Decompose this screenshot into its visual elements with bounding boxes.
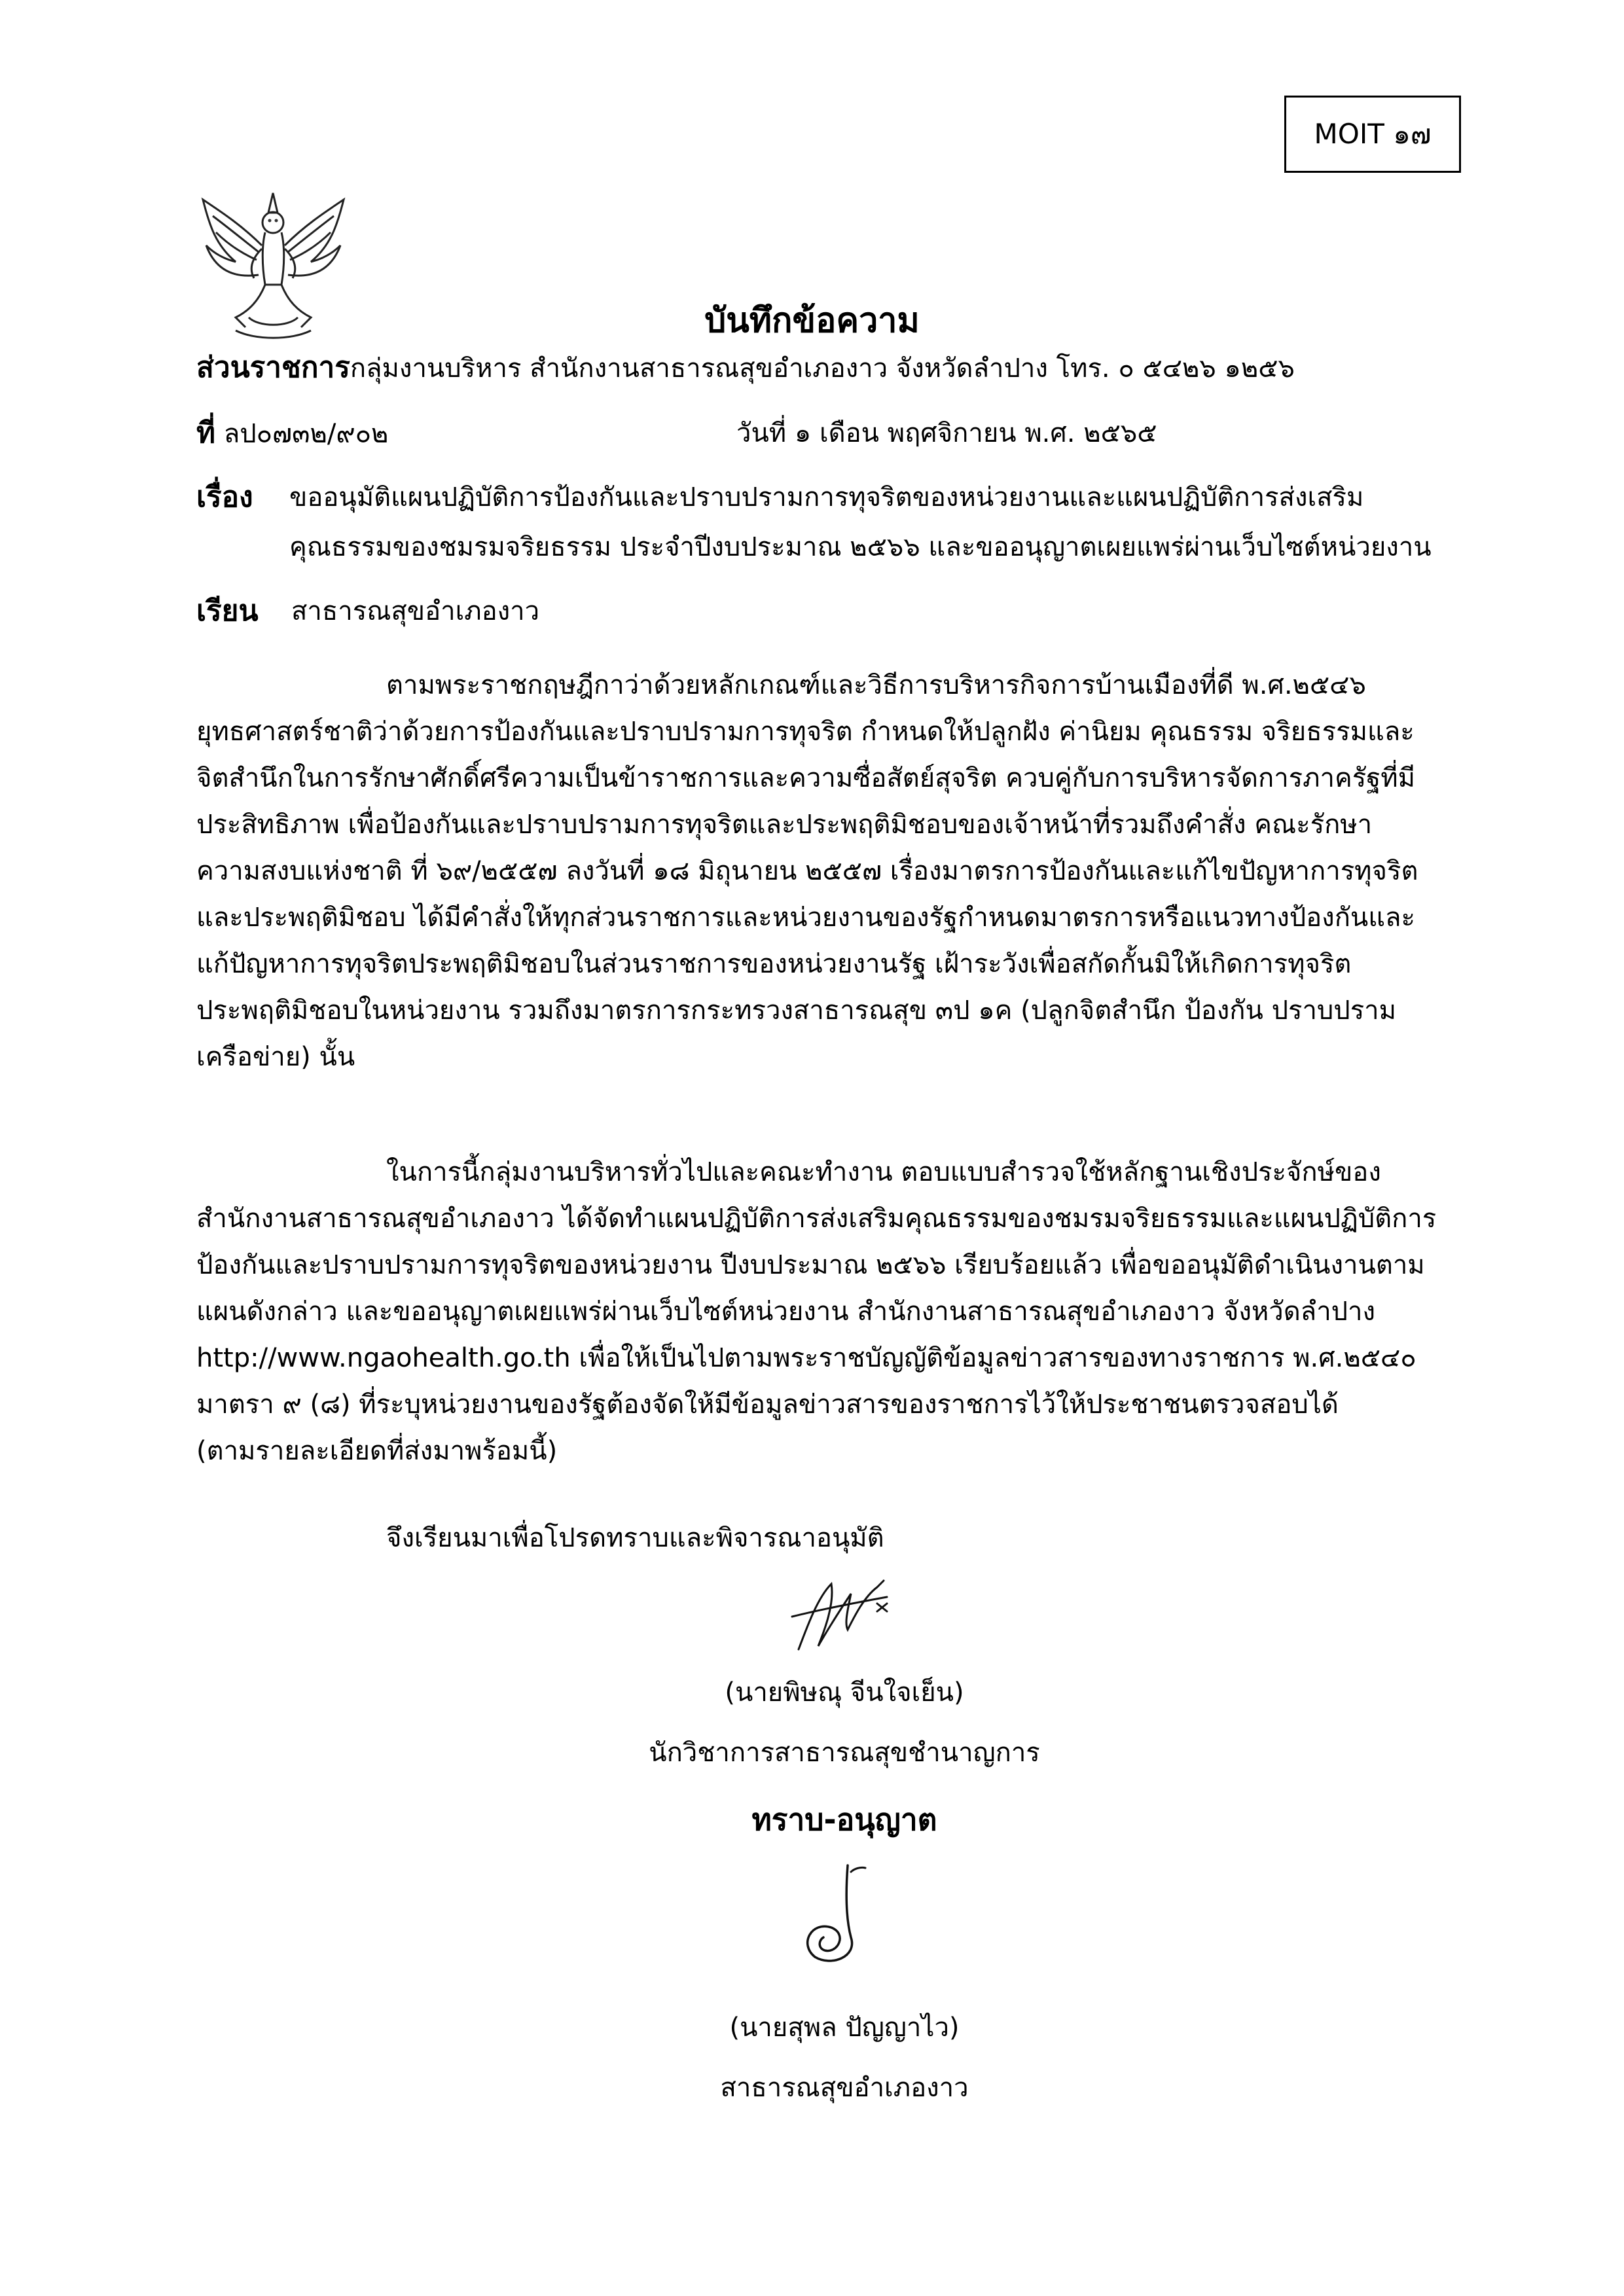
agency-label: ส่วนราชการ	[196, 351, 350, 384]
subject-line-2: คุณธรรมของชมรมจริยธรรม ประจำปีงบประมาณ ๒๕๖๖ และขออนุญาตเผยแพร่ผ่านเว็บไซต์หน่วยงาน	[289, 532, 1432, 562]
signer-2-name: (นายสุพล ปัญญาไว)	[729, 2013, 960, 2043]
subject-line-1: ขออนุมัติแผนปฏิบัติการป้องกันและปราบปรามการทุจริตของหน่วยงานและแผนปฏิบัติการส่งเสริม	[289, 482, 1364, 512]
reference-number: ลป๐๗๓๒/๙๐๒	[223, 419, 389, 449]
salutation-label: เรียน	[196, 594, 259, 628]
signer-1-name: (นายพิษณุ จีนใจเย็น)	[725, 1677, 964, 1708]
paragraph-line: ป้องกันและปราบปรามการทุจริตของหน่วยงาน ปีงบประมาณ ๒๕๖๖ เรียบร้อยแล้ว เพื่อขออนุมัติดำเนินงานตาม	[196, 1250, 1425, 1280]
document-title: บันทึกข้อความ	[704, 301, 920, 340]
paragraph-line: ความสงบแห่งชาติ ที่ ๖๙/๒๕๕๗ ลงวันที่ ๑๘ มิถุนายน ๒๕๕๗ เรื่องมาตรการป้องกันและแก้ไขปัญหาการทุจริต	[196, 856, 1418, 886]
document-date: วันที่ ๑ เดือน พฤศจิกายน พ.ศ. ๒๕๖๕	[736, 418, 1157, 448]
document-code-box	[1284, 96, 1461, 173]
paragraph-line: http://www.ngaohealth.go.th เพื่อให้เป็นไปตามพระราชบัญญัติข้อมูลข่าวสารของทางราชการ พ.ศ.๒๕๔๐	[196, 1343, 1416, 1373]
agency-row	[196, 348, 1295, 388]
salutation-recipient: สาธารณสุขอำเภองาว	[291, 596, 540, 626]
approval-text: ทราบ-อนุญาต	[751, 1802, 937, 1837]
reference-label: ที่	[196, 416, 216, 450]
agency-value: กลุ่มงานบริหาร สำนักงานสาธารณสุขอำเภองาว จังหวัดลำปาง โทร. ๐ ๕๔๒๖ ๑๒๕๖	[350, 353, 1295, 384]
signer-1-position: นักวิชาการสาธารณสุขชำนาญการ	[649, 1738, 1040, 1768]
paragraph-line: จิตสำนึกในการรักษาศักดิ์ศรีความเป็นข้าราชการและความซื่อสัตย์สุจริต ควบคู่กับการบริหารจัดการภาครัฐที่มี	[196, 763, 1416, 793]
paragraph-line: มาตรา ๙ (๘) ที่ระบุหน่วยงานของรัฐต้องจัดให้มีข้อมูลข่าวสารของราชการไว้ให้ประชาชนตรวจสอบได้	[196, 1390, 1339, 1420]
signature-1-icon	[779, 1571, 910, 1662]
paragraph-line: ประสิทธิภาพ เพื่อป้องกันและปราบปรามการทุจริตและประพฤติมิชอบของเจ้าหน้าที่รวมถึงคำสั่ง คณะรักษา	[196, 810, 1373, 840]
document-code: MOIT ๑๗	[1314, 118, 1432, 150]
paragraph-line: ตามพระราชกฤษฎีกาว่าด้วยหลักเกณฑ์และวิธีการบริหารกิจการบ้านเมืองที่ดี พ.ศ.๒๕๔๖	[386, 670, 1366, 700]
paragraph-line: แก้ปัญหาการทุจริตประพฤติมิชอบในส่วนราชการของหน่วยงานรัฐ เฝ้าระวังเพื่อสกัดกั้นมิให้เกิดการทุจริต	[196, 949, 1352, 979]
body-paragraph-2	[196, 1149, 1473, 1475]
subject-label: เรื่อง	[196, 480, 253, 514]
paragraph-line: ประพฤติมิชอบในหน่วยงาน รวมถึงมาตรการกระทรวงสาธารณสุข ๓ป ๑ค (ปลูกจิตสำนึก ป้องกัน ปราบปราม	[196, 996, 1397, 1026]
paragraph-line: ยุทธศาสตร์ชาติว่าด้วยการป้องกันและปราบปรามการทุจริต กำหนดให้ปลูกฝัง ค่านิยม คุณธรรม จริยธรรมและ	[196, 717, 1415, 747]
paragraph-line: เครือข่าย) นั้น	[196, 1042, 355, 1072]
paragraph-line: สำนักงานสาธารณสุขอำเภองาว ได้จัดทำแผนปฏิบัติการส่งเสริมคุณธรรมของชมรมจริยธรรมและแผนปฏิบัติการ	[196, 1204, 1437, 1234]
paragraph-line: แผนดังกล่าว และขออนุญาตเผยแพร่ผ่านเว็บไซต์หน่วยงาน สำนักงานสาธารณสุขอำเภองาว จังหวัดลำปาง	[196, 1297, 1376, 1327]
signer-2-position: สาธารณสุขอำเภองาว	[720, 2073, 969, 2103]
signature-2-icon	[785, 1859, 890, 1970]
closing-sentence: จึงเรียนมาเพื่อโปรดทราบและพิจารณาอนุมัติ	[386, 1523, 884, 1553]
reference-row	[196, 414, 388, 454]
paragraph-line: (ตามรายละเอียดที่ส่งมาพร้อมนี้)	[196, 1436, 558, 1466]
paragraph-line: ในการนี้กลุ่มงานบริหารทั่วไปและคณะทำงาน ตอบแบบสำรวจใช้หลักฐานเชิงประจักษ์ของ	[386, 1157, 1381, 1187]
paragraph-line: และประพฤติมิชอบ ได้มีคำสั่งให้ทุกส่วนราชการและหน่วยงานของรัฐกำหนดมาตรการหรือแนวทางป้องกันและ	[196, 903, 1416, 933]
body-paragraph-1	[196, 662, 1473, 1081]
